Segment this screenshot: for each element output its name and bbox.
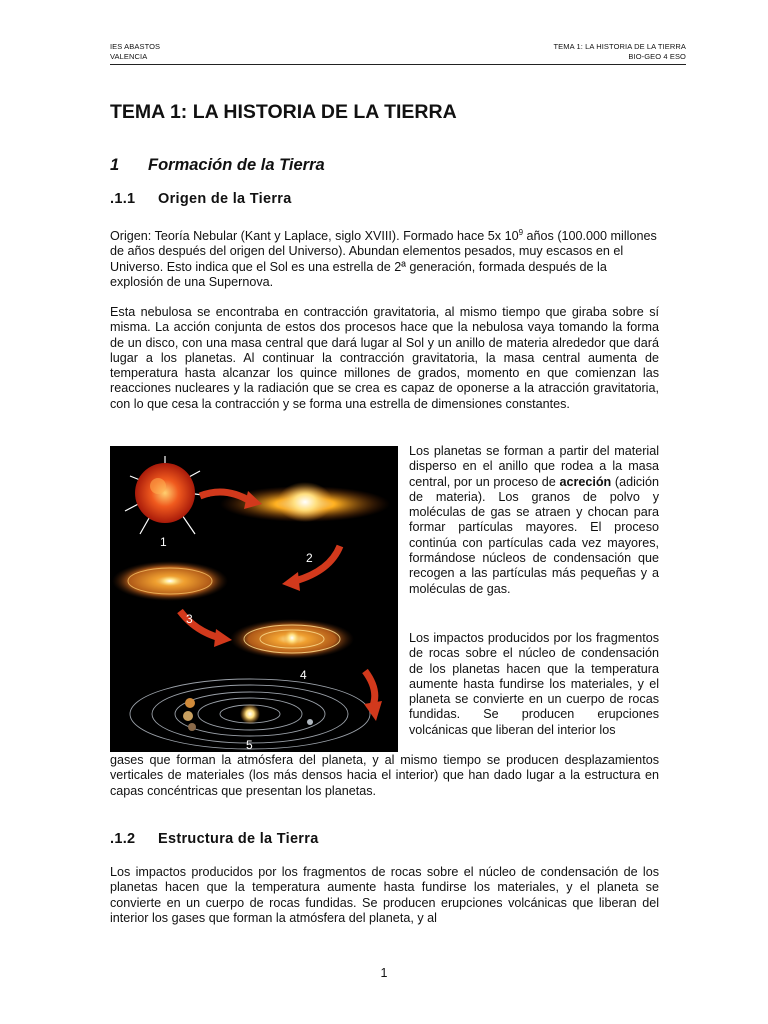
header-left — [110, 42, 160, 62]
text-run: Origen: Teoría Nebular (Kant y Laplace, siglo XVIII). Formado hace 5x 10 — [110, 229, 519, 244]
formation-figure — [110, 446, 398, 752]
page-title: TEMA 1: LA HISTORIA DE LA TIERRA — [110, 101, 457, 123]
header-rule — [110, 64, 686, 65]
school-name: IES ABASTOS — [110, 42, 161, 51]
section-title: Formación de la Tierra — [148, 156, 325, 174]
stage-label-4: 4 — [300, 668, 307, 682]
text-run: Los planetas se forman a partir del material disperso en el anillo que rodea a la masa central, por un proceso de — [409, 444, 659, 489]
exponent: 9 — [518, 228, 524, 237]
solar-system-formation-illustration — [110, 446, 398, 752]
subsection-heading-structure — [110, 831, 319, 847]
header-course: BIO-GEO 4 ESO — [628, 52, 686, 61]
subsection-heading-origin — [110, 191, 292, 207]
stage-label-2: 2 — [306, 551, 313, 565]
text-run: (adición de materia). Los granos de polvo y moléculas de gas se atraen y chocan para formar partículas mayores. El proceso continúa con partículas cada vez mayores, formándose núcleos de condensación que recogen a las partículas más pequeñas y a moléculas de gas. — [409, 474, 659, 596]
key-term: acreción — [559, 474, 612, 489]
section-number: 1 — [110, 156, 120, 174]
subsection-title: Estructura de la Tierra — [158, 831, 319, 847]
paragraph-structure: Los impactos producidos por los fragmentos de rocas sobre el núcleo de condensación de los planetas hacen que la temperatura aumente hasta fundirse los materiales, y el planeta se convierte en un cuerpo de rocas fundidas. Se producen erupciones volcánicas que liberan del interior los gases que forman la atmósfera del planeta, y al — [110, 865, 659, 925]
paragraph-impacts-continued: gases que forman la atmósfera del planeta, y al mismo tiempo se producen desplazamientos verticales de materiales (los más densos hacia el interior) que han dado lugar a la estructura en capas concéntricas que presentan los planetas. — [110, 753, 659, 798]
page-number: 1 — [380, 966, 388, 980]
school-city: VALENCIA — [110, 52, 148, 61]
section-heading — [110, 156, 325, 175]
paragraph-nebula: Esta nebulosa se encontraba en contracción gravitatoria, al mismo tiempo que giraba sobre sí misma. La acción conjunta de estos dos procesos hace que la nebulosa vaya tomando la forma de un disco, con una masa central que dará lugar al Sol y un anillo de materia alrededor que dará lugar a los planetas. Al continuar la contracción gravitatoria, la masa central aumenta de temperatura hasta alcanzar los quince millones de grados, momento en que comienzan las reacciones nucleares y la radiación que se crea es capaz de oponerse a la atracción gravitatoria, con lo que cesa la contracción y se forma una estrella de dimensiones constantes. — [110, 305, 659, 411]
header-topic: TEMA 1: LA HISTORIA DE LA TIERRA — [553, 42, 686, 51]
paragraph-impacts-wrapped: Los impactos producidos por los fragmentos de rocas sobre el núcleo de condensación de los planetas hacen que la temperatura aumente hasta fundirse los materiales, y el planeta se convierte en un cuerpo de rocas fundidas. Se producen erupciones volcánicas que liberan del interior los — [409, 631, 659, 737]
subsection-number: .1.1 — [110, 191, 136, 207]
paragraph-accretion — [409, 444, 659, 597]
stage-label-1: 1 — [160, 535, 167, 549]
subsection-title: Origen de la Tierra — [158, 191, 292, 207]
header-right — [553, 42, 686, 62]
paragraph-origin — [110, 225, 659, 290]
text-run: años (100.000 millones de años después del origen del Universo). Abundan elementos pesados, muy escasos en el Universo. Esto indica que el Sol es una estrella de 2ª generación, formada después de la explosión de una Supernova. — [110, 229, 657, 290]
subsection-number: .1.2 — [110, 831, 136, 847]
stage-label-5: 5 — [246, 738, 253, 752]
stage-label-3: 3 — [186, 612, 193, 626]
